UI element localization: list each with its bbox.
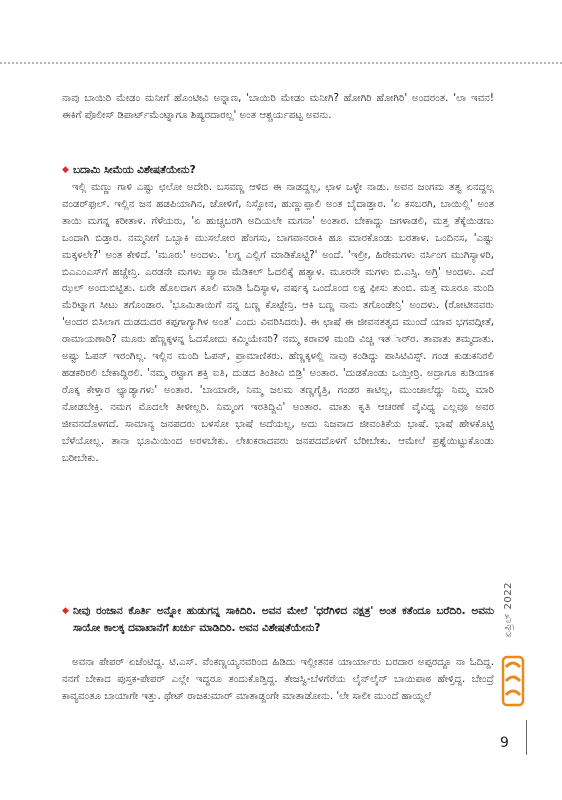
- page-number-rule: [526, 720, 527, 755]
- question-2: [62, 603, 494, 637]
- continued-paragraph: [62, 91, 494, 125]
- page-number: 9: [500, 735, 509, 751]
- question-2-text: ನೀವು ರಂಜಾನ ಕೊರ್ತಿ ಅನ್ನೋ ಹುಡುಗನ್ನ ಸಾಕಿದಿರಿ. ಅವನ ಮೇಲೆ 'ಧರೆಗಿಳಿದ ನಕ್ಷತ್ರ' ಅಂತ ಕತೆಂದೂ ಬರೆದಿರಿ. ಅವನು ಸಾಯೋ ಕಾಲಕ್ಕ ದವಾಖಾನೆಗೆ ಖರ್ಚು ಮಾಡಿದಿರಿ. ಅವನ ವಿಶೇಷತೆಯೇನು?: [73, 605, 494, 634]
- red-diamond-bullet-icon: ◆: [62, 165, 69, 175]
- issue-date: ಏಪ್ರಿಲ್ 2022: [503, 582, 514, 638]
- continued-paragraph-text: ನಾವು ಬಾಯಿರಿ ಮೇಡಂ ಮನೀಗೆ ಹೊಂಟೀವಿ ಅನ್ನಾಣ, 'ಬಾಯಿರಿ ಮೇಡಂ ಮನೀಗಿ? ಹೋಗಿರಿ ಹೋಗಿರಿ' ಅಂದರಂತ. 'ಲಾ ಇವನ! ಈಕಿಗೆ ಪೊಲೀಸ್ ಡಿಪಾರ್ಟ್‌ಮೆಂಟ್ನಾಗೂ ಶಿಷ್ಯರದಾರಲ್ಲ' ಅಂತ ಆಶ್ಚರ್ಯಪಟ್ಟ ಅವನು.: [62, 93, 494, 121]
- answer-1: [62, 180, 494, 467]
- answer-2-text: ಅವನಾ ಪೇಪರ್ ಏಜೆಂಟಿದ್ದ. ಟಿ.ಎಸ್. ವೆಂಕಣ್ಣಯ್ಯನವರಿಂದ ಹಿಡಿದು ಇಲ್ಲೀತನಕ ಯಾರ್ಯಾರು ಬರದಾರ ಅಪ್ಪರದ್ದೂ ನಾ ಓದಿದ್ದ. ನನಗೆ ಬೇಕಾದ ಪುಸ್ತಕ-ಪೇಪರ್ ಎಲ್ಲೇ ಇದ್ದರೂ ತಂದುಕೊಡ್ತಿದ್ದ. ತೇಜಸ್ವಿ-ಬೆಳಗೆರೆಯ ಲೈನ್‌ಲೈನ್ ಬಾಯಿಪಾಠ ಹೇಳ್ತಿದ್ದ. ಬೇಂದ್ರೆ ಕಾವ್ಯವಂತೂ ಬಾಯಾಗೇ ಇತ್ತು. ಥೇಟ್ ರಾಜಕುಮಾರ್ ಮಾತಾಡ್ದಂಗೇ ಮಾತಾಡೋನು. 'ಲೇ ಸಾಲೀ ಮುಂದೆ ಹಾಯ್ದಲೆ: [62, 657, 494, 702]
- answer-1-text: ಇಲ್ಲಿ ಮಣ್ಣು ಗಾಳಿ ಎಷ್ಟು ಛಲೋ ಅದೇರಿ. ಬಸವಣ್ಣ ಆಳಿದ ಈ ನಾಡದ್ದಲ್ಲ, ಛಾಳ ಒಳ್ಳೇ ನಾಡು. ಅವನ ಜಂಗಮ ತತ್ವ ಏನದ್ದಲ್ಲ ವಂಡರ್‌ಫುಲ್. ಇಲ್ಲಿನ ಜನ ಹಡಪಿಯಾಗಿನ, ಜೋಳಿಗೆ, ನಿಸ್ಸೋನ, ಹುಣ್ಣುಪ್ಪಾಲಿ ಅಂತ ಬೈದಾಡ್ತಾರ. 'ಏ ಕಸಬರಗಿ, ಬಾಯಿಲ್ಲಿ' ಅಂತ ತಾಯಿ ಮಗನ್ನ ಕರೀತಾಳ. ಗೆಳೆಯರು, 'ಏ ಹುಚ್ಚಬರಗಿ ಅದಿಯಲೇ ಮಗನಾ' ಅಂತಾರ. ಬೇಕಾದ್ದು ಜಗಳಾಡಲಿ, ಮತ್ತ ತೆಕ್ಕೆಯಿಡಣು ಒಂದಾಗಿ ಬಿಡ್ತಾರ. ನಮ್ಮನೀಗೆ ಒಬ್ಬಾಕಿ ಮುಸಲೋರ ಹೆಂಗಸು, ಬಾಗವಾನರಾಕಿ ಹೂ ಮಾರಕೊಂಡು ಬರತಾಳ. ಒಂದಿನಸ, 'ಎಷ್ಟು ಮಕ್ಕಳಲೇ?' ಅಂತ ಕೇಳಿದೆ. 'ಮೂರು' ಅಂದಳು. 'ಲಗ್ನ ಎಲ್ಲಿಗೆ ಮಾಡಿಕೊಟ್ಟಿ?' ಅಂದೆ. 'ಇಲ್ರೀ, ಹಿರೇಮಗಳು ನರ್ಸಿಂಗ ಮುಗಿಸ್ಯಾಳರಿ, ಬಿಎಎಂಎಸ್‌ಗೆ ಹಚ್ಚೇನ್ರಿ. ಎರಡನೇ ಮಗಳು ಪ್ಯಾರಾ ಮೆಡಿಕಲ್ ಓದಲಿಕ್ಕೆ ಹತ್ಯಾಳ. ಮೂರನೇ ಮಗಳು ಬಿ.ಎಸ್ಸಿ. ಅಗ್ರಿ' ಅಂದಳು. ಎದೆ ಝಲ್ ಅಂದುಬಿಟ್ಟಿತು. ಬರೇ ಹೊಲದಾಗ ಕೂಲಿ ಮಾಡಿ ಓದಿಸ್ಯಾಳ, ವರ್ಷಕ್ಕ ಒಂದೊಂದ ಲಕ್ಷ ಫೀಸು ತುಂಬಿ. ಮತ್ತ ಮೂರೂ ಮಂದಿ ಮೆರಿಟ್ನಾಗ ಸೀಟು ತಗೊಂಡಾರ. 'ಭೂಮಿತಾಯಿಗೆ ನನ್ನ ಬಣ್ಣ ಕೊಟ್ಟೇನ್ರಿ. ಆಕಿ ಬಣ್ಣ ನಾನು ತಗೊಂಡೇನ್ರಿ' ಅಂದಳು. (ರೋಟೀನವರು 'ಅಂದರ ಬಿಸಿಲಾಗ ದುಡದುದರ ಕಪ್ಪಗಾಗ್ಯಾಗಿಳ ಅಂತ' ಎಂದು ವಿವರಿಸಿದರು). ಈ ಛಾಷೆ ಈ ಜೀವನತತ್ವದ ಮುಂದೆ ಯಾವ ಭಗವದ್ಗೀತೆ, ರಾಮಾಯಣಾರಿ? ಮೂರು ಹೆಣ್ಣಕ್ಕಳನ್ನ ಓದಸೋದು ಕಮ್ಮಿಯೇನರಿ? ನಮ್ಮ ಕರಾವಳಿ ಮಂದಿ ವಿಚ್ಚ ಇತರ್ಾರ. ತಾವಾತು ತಮ್ಮದಾತು. ಅಷ್ಟು ಓಪನ್ ಇರಂಗಿಲ್ಲ. ಇಲ್ಲಿನ ಮಂದಿ ಓಪನ್, ಪ್ರಾಮಾಣಿಕರು. ಹೆಣ್ಣಕ್ಕಳಲ್ಲಿ ನಾವು ಕಂಡಿದ್ದು ಪಾಸಿಟಿವಿಸ್ಸ್. ಗಂಡ ಕುಡುಕನಿರಲಿ ಹಡಕರಿರಲಿ ಬೇಕಾದ್ದಿರಲಿ. 'ನಮ್ಮ ರಟ್ಟಾಗ ಶಕ್ತಿ ಐತಿ, ದುಡದ ತಿಂತೀವಿ ಬಿಡ್ರಿ' ಅಂತಾರ. 'ದುಡಕೊಂಡು ಒಯ್ತೀರ್ರಿ. ಅದ್ರಾಗೂ ಕುಡಿಯಾಕ ರೊಕ್ಕ ಕೇಳ್ತಾರ ಛ್ಯಾಡ್ಯಾಗಳು' ಅಂತಾರ. 'ಬಾಯಾರೇ, ನಿಮ್ಮ ಜಲಮ ತಣ್ಣಗೈತ್ರಿ, ಗಂಡರ ಕಾಟಿಲ್ಲ, ಮುಂಜಾಲೆದ್ದು ನಿಮ್ಮ ಮಾರಿ ನೋಡಬೇಕ್ರಿ. ನಮಗ ಮೊದಲೇ ತೀಳೀಲ್ಲರಿ. ನಿಮ್ಮಂಗ ಇರತಿದ್ದಿವಿ' ಅಂತಾರ. ಮಾತು ಕೃತಿ ಆಚರಣೆ ವೈವಿಧ್ಯ ಎಲ್ಲವೂ ಅವರ ಜೀವನದೊಳಗದೆ. ಸಾಮಾನ್ಯ ಜನಪದರು ಬಳಸೋ ಭಾಷೆ ಅದೆಯಲ್ಲ, ಅದು ನಿಜವಾದ ಜೀವಂತಿಕೆಯ ಭಾಷೆ. ಭಾಷೆ ಹೇಳಕೊಟ್ಟಿ ಬೆಳೆಯೋಲ್ಲ. ತಾನಾ ಭೂಮಿಯಿಂದ ಅರಳಬೇಕು. ಲೇಖಕರಾದವರು ಜನಪದದೊಳಗೆ ಬೆರೀಬೇಕು. ಆಮೇಲೆ ಪ್ರಶ್ನೆಯಿಟ್ಟುಕೊಂಡು ಬರೀಬೇಕು.: [62, 182, 494, 464]
- top-dotted-divider: [0, 62, 562, 64]
- question-1-text: ಬದಾಮಿ ಸೀಮೆಯ ವಿಶೇಷತೆಯೇನು?: [73, 164, 196, 176]
- magazine-logo: [500, 655, 526, 707]
- red-diamond-bullet-icon: ◆: [62, 606, 69, 616]
- answer-2: [62, 655, 494, 706]
- question-1: [62, 162, 494, 179]
